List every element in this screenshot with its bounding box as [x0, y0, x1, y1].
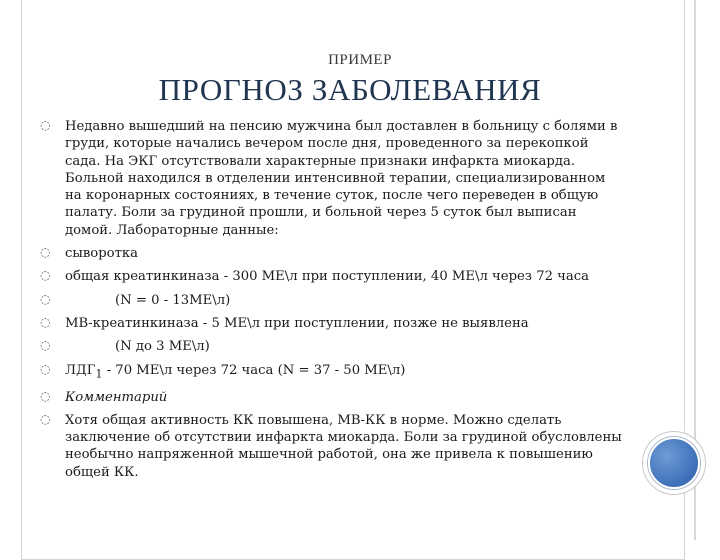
list-item: ◌ общая креатинкиназа - 300 МЕ\л при поступлении, 40 МЕ\л через 72 часа — [40, 268, 589, 285]
list-item: ◌ (N до 3 МЕ\л) — [40, 338, 210, 355]
list-item: ◌ Недавно вышедший на пенсию мужчина был доставлен в больницу с болями в груди, которые начались вечером после дня, проведенного за перекопкой сада. На ЭКГ отсутствовали характерные признаки инфаркта миокарда. Больной находился в отделении интенсивной терапии, специализированном на коронарных состояниях, в течение суток, после чего переведен в общую палату. Боли за грудиной прошли, и больной через 5 суток был выписан домой. Лабораторные данные: — [40, 118, 618, 238]
slide-title: ПРОГНОЗ ЗАБОЛЕВАНИЯ — [158, 72, 542, 107]
bullet-ring-icon: ◌ — [40, 245, 51, 260]
ldh-subscript: 1 — [95, 367, 103, 381]
list-item: ◌ (N = 0 - 13МЕ\л) — [40, 291, 231, 308]
bullet-ring-icon: ◌ — [40, 338, 51, 353]
bullet-ring-icon: ◌ — [40, 268, 51, 283]
bullet-ring-icon: ◌ — [40, 291, 51, 306]
list-item: ◌ МВ-креатинкиназа - 5 МЕ\л при поступлении, позже не выявлена — [40, 314, 529, 331]
decorative-circle-icon — [642, 431, 706, 495]
bullet-list — [40, 118, 625, 487]
list-item: ◌ сыворотка — [40, 245, 139, 262]
bullet-ring-icon: ◌ — [40, 361, 51, 376]
ldh-value: - 70 МЕ\л через 72 часа (N = 37 - 50 МЕ\л) — [102, 362, 406, 378]
bullet-ring-icon: ◌ — [40, 411, 51, 426]
bullet-ring-icon: ◌ — [40, 314, 51, 329]
list-item: ◌ Комментарий — [40, 388, 168, 405]
list-item: ◌ Хотя общая активность КК повышена, МВ-КК в норме. Можно сделать заключение об отсутствии инфаркта миокарда. Боли за грудиной обусловлены необычно напряженной мышечной работой, она же привела к повышению общей КК. — [40, 411, 622, 480]
ldh-label: ЛДГ — [65, 362, 96, 378]
list-item — [40, 362, 625, 383]
bullet-ring-icon: ◌ — [40, 118, 51, 132]
slide-subtitle: ПРИМЕР — [328, 52, 392, 68]
bullet-ring-icon: ◌ — [40, 388, 51, 403]
